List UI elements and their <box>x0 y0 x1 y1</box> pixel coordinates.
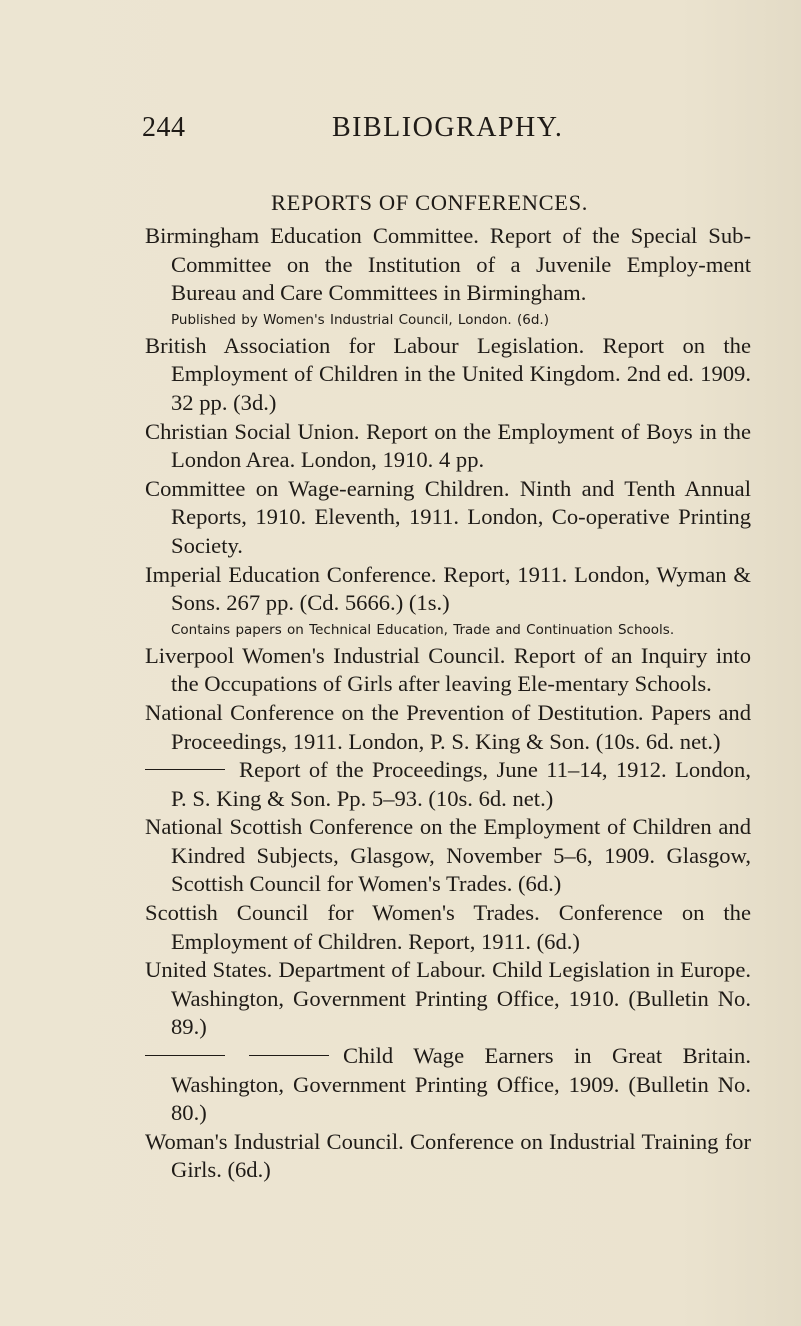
bibliography-entry <box>145 1128 751 1185</box>
bibliography-entry <box>145 699 751 756</box>
bibliography-entry <box>145 756 751 813</box>
entry-text: Woman's Industrial Council. Conference on Industrial Training for Girls. (6d.) <box>145 1128 751 1183</box>
bibliography-list <box>145 222 751 1185</box>
entry-note: Published by Women's Industrial Council, London. (6d.) <box>171 311 549 328</box>
bibliography-entry <box>145 222 751 308</box>
entry-text: United States. Department of Labour. Child Legislation in Europe. Washington, Government Printing Office, 1910. (Bulletin No. 89.) <box>145 957 751 1040</box>
ditto-rule <box>145 769 225 770</box>
entry-text: National Conference on the Prevention of Destitution. Papers and Proceedings, 1911. London, P. S. King & Son. (10s. 6d. net.) <box>145 699 751 754</box>
bibliography-entry <box>145 956 751 1042</box>
bibliography-entry <box>145 418 751 475</box>
ditto-rule <box>145 1055 225 1056</box>
bibliography-entry <box>145 332 751 418</box>
entry-text: Report of the Proceedings, June 11–14, 1912. London, P. S. King & Son. Pp. 5–93. (10s. 6d. net.) <box>171 757 751 811</box>
bibliography-entry <box>145 899 751 956</box>
entry-text: Scottish Council for Women's Trades. Conference on the Employment of Children. Report, 1911. (6d.) <box>145 900 751 954</box>
bibliography-entry <box>145 475 751 561</box>
bibliography-entry <box>145 1042 751 1128</box>
entry-text: Committee on Wage-earning Children. Ninth and Tenth Annual Reports, 1910. Eleventh, 1911. London, Co-operative Printing Society. <box>145 475 751 558</box>
running-title: BIBLIOGRAPHY. <box>332 112 564 143</box>
entry-text: Christian Social Union. Report on the Employment of Boys in the London Area. London, 1910. 4 pp. <box>145 418 751 473</box>
ditto-rule <box>249 1055 329 1056</box>
entry-text: National Scottish Conference on the Employment of Children and Kindred Subjects, Glasgow, November 5–6, 1909. Glasgow, Scottish Council for Women's Trades. (6d.) <box>145 814 751 897</box>
bibliography-entry <box>145 561 751 618</box>
page-number: 244 <box>142 112 186 143</box>
entry-note: Contains papers on Technical Education, Trade and Continuation Schools. <box>171 621 675 638</box>
bibliography-entry <box>145 813 751 899</box>
entry-text: Birmingham Education Committee. Report of the Special Sub-Committee on the Institution of a Juvenile Employ-ment Bureau and Care Committees in Birmingham. <box>145 223 751 306</box>
entry-text: Liverpool Women's Industrial Council. Report of an Inquiry into the Occupations of Girls after leaving Ele-mentary Schools. <box>145 642 751 697</box>
entry-text: British Association for Labour Legislation. Report on the Employment of Children in the United Kingdom. 2nd ed. 1909. 32 pp. (3d.) <box>145 332 751 415</box>
entry-text: Imperial Education Conference. Report, 1911. London, Wyman & Sons. 267 pp. (Cd. 5666.) (1s.) <box>145 561 751 616</box>
section-title: REPORTS OF CONFERENCES. <box>271 190 588 215</box>
entry-text: Child Wage Earners in Great Britain. Washington, Government Printing Office, 1909. (Bulletin No. 80.) <box>171 1043 751 1126</box>
page-header <box>0 112 801 152</box>
bibliography-entry <box>145 642 751 699</box>
